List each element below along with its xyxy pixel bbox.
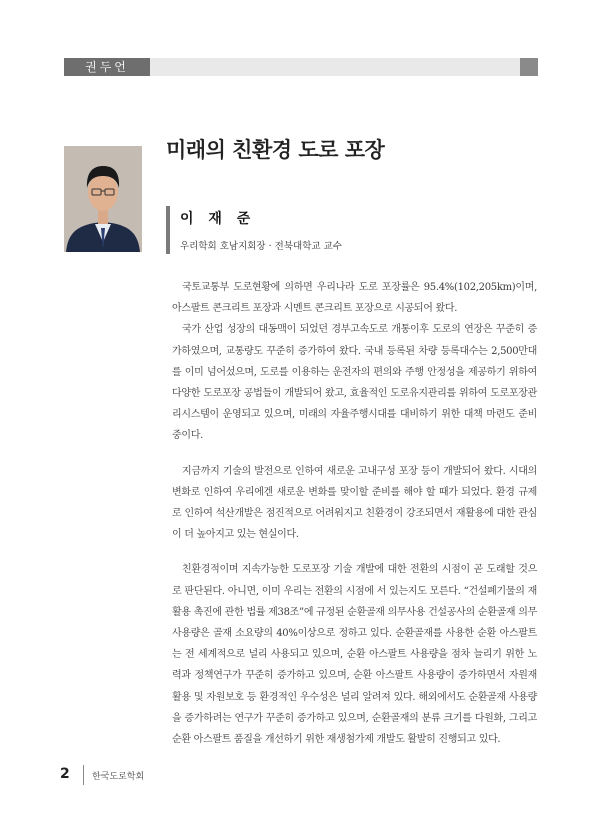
body-paragraph: 국가 산업 성장의 대동맥이 되었던 경부고속도로 개통이후 도로의 연장은 꾸준히 증가하였으며, 교통량도 꾸준히 증가하여 왔다. 국내 등록된 차량 등록대수는 2,500만대를 이미 넘어섰으며, 도로를 이용하는 운전자의 편의와 주행 안정성을 제공하기 위하여 다양한 도로포장 공법들이 개발되어 왔고, 효율적인 도로유지관리를 위하여 도로포장관리시스템이 운영되고 있으며, 미래의 자율주행시대를 대비하기 위한 대책 마련도 준비 중이다. (172, 324, 537, 442)
body-paragraph: 국토교통부 도로현황에 의하면 우리나라 도로 포장률은 95.4%(102,205km)이며, 아스팔트 콘크리트 포장과 시멘트 콘크리트 포장으로 시공되어 왔다. (172, 282, 537, 315)
publication-name: 한국도로학회 (92, 772, 145, 782)
article-body (172, 277, 537, 750)
header-bar-end-block (520, 58, 538, 76)
footer-divider (83, 765, 84, 785)
page-number: 2 (60, 766, 70, 782)
author-name: 이 재 준 (180, 211, 256, 227)
body-paragraph: 친환경적이며 지속가능한 도로포장 기술 개발에 대한 전환의 시점이 곧 도래할 것으로 판단된다. 아니면, 이미 우리는 전환의 시점에 서 있는지도 모른다. “건설폐기물의 재활용 촉진에 관한 법률 제38조”에 규정된 순환골재 의무사용 건설공사의 순환골재 의무사용량은 골재 소요량의 40%이상으로 정하고 있다. 순환골재를 사용한 순환 아스팔트는 전 세계적으로 널리 사용되고 있으며, 순환 아스팔트 사용량을 점차 늘리기 위한 노력과 정책연구가 꾸준히 증가하고 있으며, 순환 아스팔트 사용량이 증가하면서 자원재활용 및 자원보호 등 환경적인 우수성은 널리 알려져 있다. 해외에서도 순환골재 사용량을 증가하려는 연구가 꾸준히 증가하고 있으며, 순환골재의 분류 크기를 다원화, 그리고 순환 아스팔트 품질을 개선하기 위한 재생첨가제 개발도 활발히 진행되고 있다. (172, 564, 537, 746)
section-label: 권두언 (64, 58, 150, 76)
author-photo (64, 146, 142, 252)
body-paragraph: 지금까지 기술의 발전으로 인하여 새로운 고내구성 포장 등이 개발되어 왔다. 시대의 변화로 인하여 우리에겐 새로운 변화를 맞이할 준비를 해야 할 때가 되었다. 환경 규제로 인하여 석산개발은 점진적으로 어려워지고 친환경이 강조되면서 재활용에 대한 관심이 더 높아지고 있는 현실이다. (172, 465, 537, 541)
author-affiliation: 우리학회 호남지회장 · 전북대학교 교수 (180, 241, 342, 252)
author-accent-rule (166, 206, 170, 254)
article-title: 미래의 친환경 도로 포장 (166, 138, 385, 162)
author-portrait-icon (64, 146, 142, 252)
